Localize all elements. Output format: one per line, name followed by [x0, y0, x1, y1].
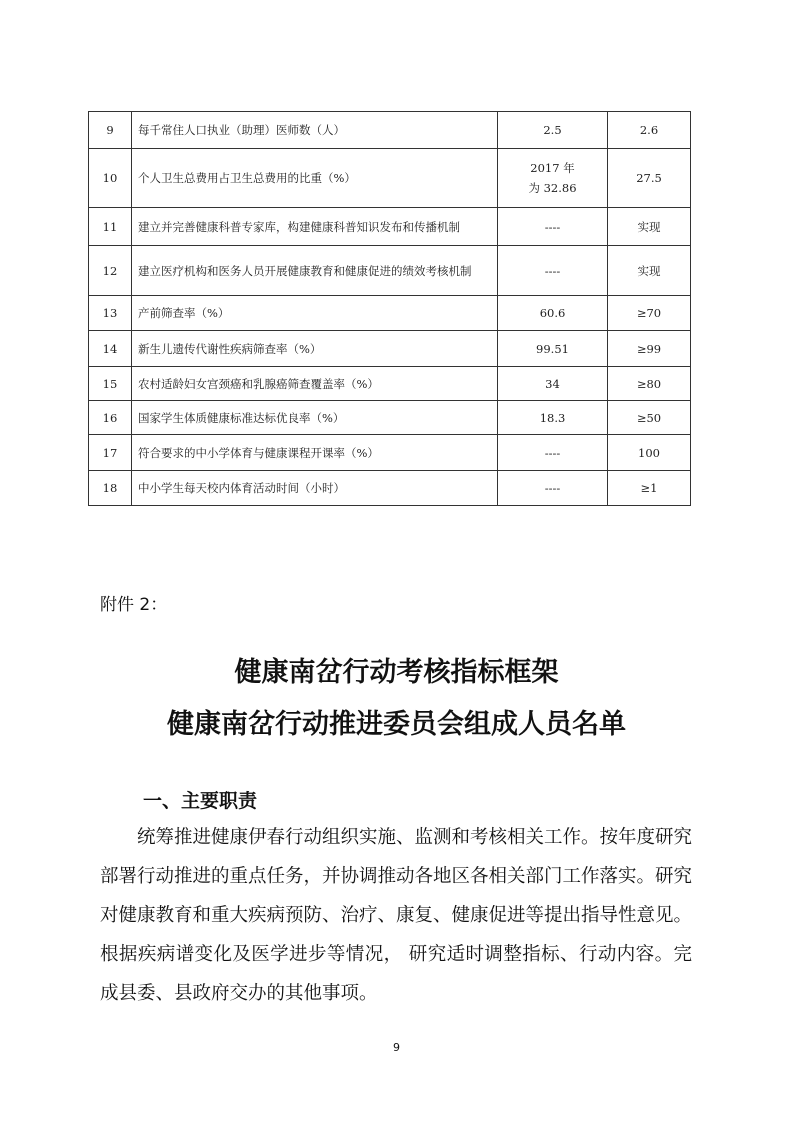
indicator-name: 国家学生体质健康标准达标优良率（%）: [132, 401, 498, 435]
indicator-table: [88, 111, 691, 506]
row-number: 18: [89, 471, 132, 506]
table-row: [89, 435, 691, 471]
row-number: 9: [89, 112, 132, 149]
indicator-name: 产前筛查率（%）: [132, 296, 498, 331]
target-value: 2.6: [608, 112, 691, 149]
row-number: 15: [89, 367, 132, 401]
target-value: ≥70: [608, 296, 691, 331]
table-row: [89, 246, 691, 296]
baseline-value: 99.51: [498, 331, 608, 367]
page-title: 健康南岔行动考核指标框架: [234, 657, 559, 688]
page-subtitle: 健康南岔行动推进委员会组成人员名单: [167, 709, 626, 740]
baseline-value: ----: [498, 471, 608, 506]
table-row: [89, 367, 691, 401]
target-value: 实现: [608, 208, 691, 246]
target-value: ≥1: [608, 471, 691, 506]
section-heading: 一、主要职责: [143, 790, 258, 812]
baseline-value: 34: [498, 367, 608, 401]
row-number: 16: [89, 401, 132, 435]
table-row: [89, 471, 691, 506]
baseline-value: 2017 年 为 32.86: [498, 149, 608, 208]
indicator-name: 建立医疗机构和医务人员开展健康教育和健康促进的绩效考核机制: [132, 246, 498, 296]
baseline-value: ----: [498, 435, 608, 471]
row-number: 14: [89, 331, 132, 367]
indicator-name: 个人卫生总费用占卫生总费用的比重（%）: [132, 149, 498, 208]
target-value: 实现: [608, 246, 691, 296]
target-value: 27.5: [608, 149, 691, 208]
baseline-value: ----: [498, 246, 608, 296]
row-number: 10: [89, 149, 132, 208]
table-row: [89, 149, 691, 208]
indicator-name: 符合要求的中小学体育与健康课程开课率（%）: [132, 435, 498, 471]
baseline-value: 18.3: [498, 401, 608, 435]
baseline-value: 60.6: [498, 296, 608, 331]
row-number: 11: [89, 208, 132, 246]
indicator-name: 新生儿遗传代谢性疾病筛查率（%）: [132, 331, 498, 367]
table-row: [89, 331, 691, 367]
table-row: [89, 401, 691, 435]
table-row: [89, 112, 691, 149]
target-value: ≥50: [608, 401, 691, 435]
indicator-name: 每千常住人口执业（助理）医师数（人）: [132, 112, 498, 149]
baseline-value: 2.5: [498, 112, 608, 149]
target-value: ≥99: [608, 331, 691, 367]
row-number: 12: [89, 246, 132, 296]
attachment-label: 附件 2：: [100, 595, 168, 615]
indicator-name: 中小学生每天校内体育活动时间（小时）: [132, 471, 498, 506]
row-number: 13: [89, 296, 132, 331]
row-number: 17: [89, 435, 132, 471]
table-row: [89, 296, 691, 331]
indicator-name: 农村适龄妇女宫颈癌和乳腺癌筛查覆盖率（%）: [132, 367, 498, 401]
table-row: [89, 208, 691, 246]
target-value: 100: [608, 435, 691, 471]
page-number: 9: [393, 1041, 400, 1054]
indicator-name: 建立并完善健康科普专家库，构建健康科普知识发布和传播机制: [132, 208, 498, 246]
target-value: ≥80: [608, 367, 691, 401]
baseline-value: ----: [498, 208, 608, 246]
body-paragraph: 统筹推进健康伊春行动组织实施、监测和考核相关工作。按年度研究部署行动推进的重点任务，并协调推动各地区各相关部门工作落实。研究对健康教育和重大疾病预防、治疗、康复、健康促进等提出指导性意见。根据疾病谱变化及医学进步等情况， 研究适时调整指标、行动内容。完成县委、县政府交办的其他事项。: [100, 827, 693, 1004]
